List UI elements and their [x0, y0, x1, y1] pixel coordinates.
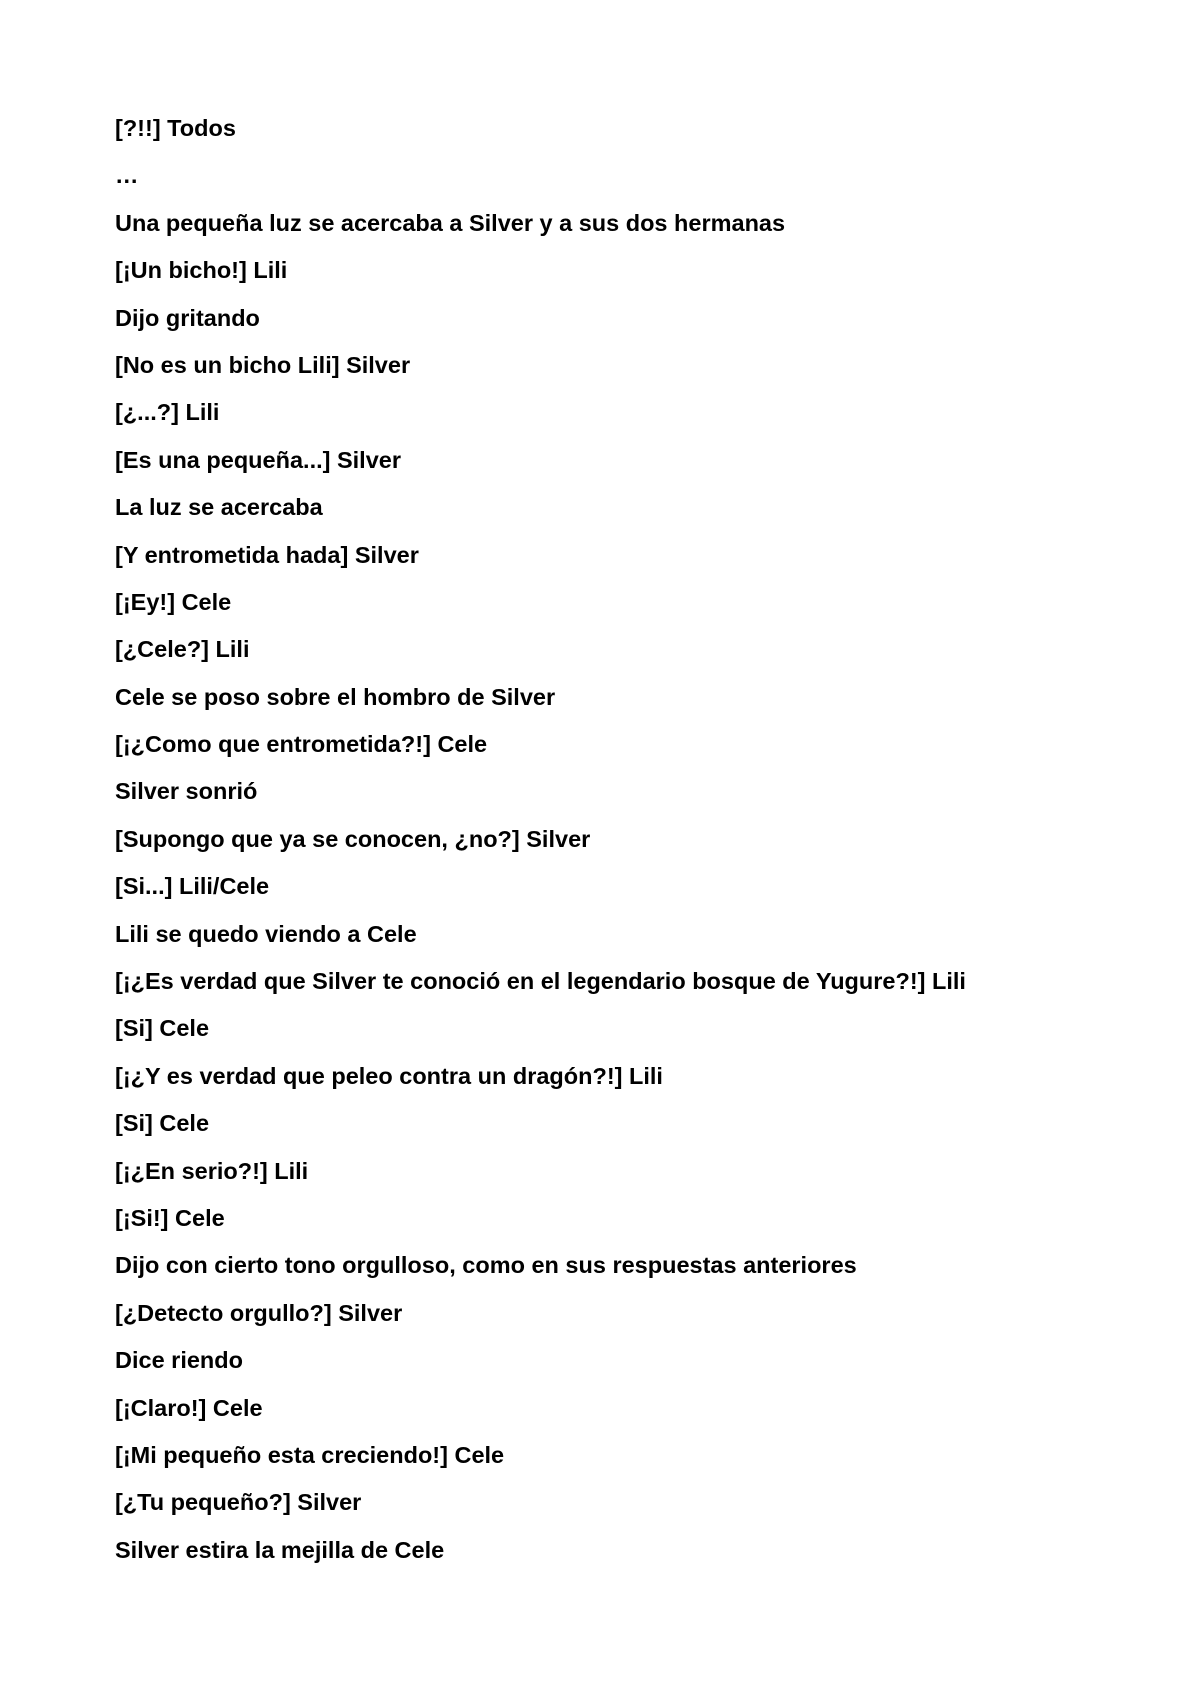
text-line: [¡Un bicho!] Lili [115, 257, 288, 284]
text-line: [¿...?] Lili [115, 399, 220, 426]
text-line: [No es un bicho Lili] Silver [115, 351, 411, 378]
text-line: [Supongo que ya se conocen, ¿no?] Silver [115, 825, 591, 852]
dialogue-lines [115, 110, 1115, 1579]
text-line: [Si] Cele [115, 1110, 210, 1137]
text-line: [Si] Cele [115, 1015, 210, 1042]
text-line: [¡¿En serio?!] Lili [115, 1157, 309, 1184]
text-line: Una pequeña luz se acercaba a Silver y a sus dos hermanas [115, 209, 786, 236]
text-line: [¡Claro!] Cele [115, 1394, 263, 1421]
text-line: [¡¿Es verdad que Silver te conoció en el legendario bosque de Yugure?!] Lili [115, 968, 966, 995]
text-line: Dijo con cierto tono orgulloso, como en sus respuestas anteriores [115, 1252, 857, 1279]
text-line: [¡Si!] Cele [115, 1204, 225, 1231]
text-line: Silver sonrió [115, 778, 258, 805]
text-line: [¡Ey!] Cele [115, 588, 232, 615]
text-line: [¡¿Y es verdad que peleo contra un dragón?!] Lili [115, 1062, 663, 1089]
text-line: [?!!] Todos [115, 115, 236, 141]
text-line: Dice riendo [115, 1347, 243, 1374]
text-line: Lili se quedo viendo a Cele [115, 920, 417, 947]
text-line: … [115, 162, 139, 189]
text-line: Silver estira la mejilla de Cele [115, 1536, 445, 1563]
text-line: [¡Mi pequeño esta creciendo!] Cele [115, 1441, 505, 1468]
text-line: [Si...] Lili/Cele [115, 873, 270, 900]
text-line: La luz se acercaba [115, 494, 323, 521]
text-line: [¿Cele?] Lili [115, 636, 250, 663]
text-line: [Es una pequeña...] Silver [115, 446, 401, 473]
text-line: Cele se poso sobre el hombro de Silver [115, 683, 556, 710]
text-line: [¿Tu pequeño?] Silver [115, 1489, 362, 1516]
text-line: [¿Detecto orgullo?] Silver [115, 1299, 403, 1326]
text-line: [¡¿Como que entrometida?!] Cele [115, 731, 488, 758]
text-line: [Y entrometida hada] Silver [115, 541, 419, 568]
text-line: Dijo gritando [115, 304, 260, 331]
